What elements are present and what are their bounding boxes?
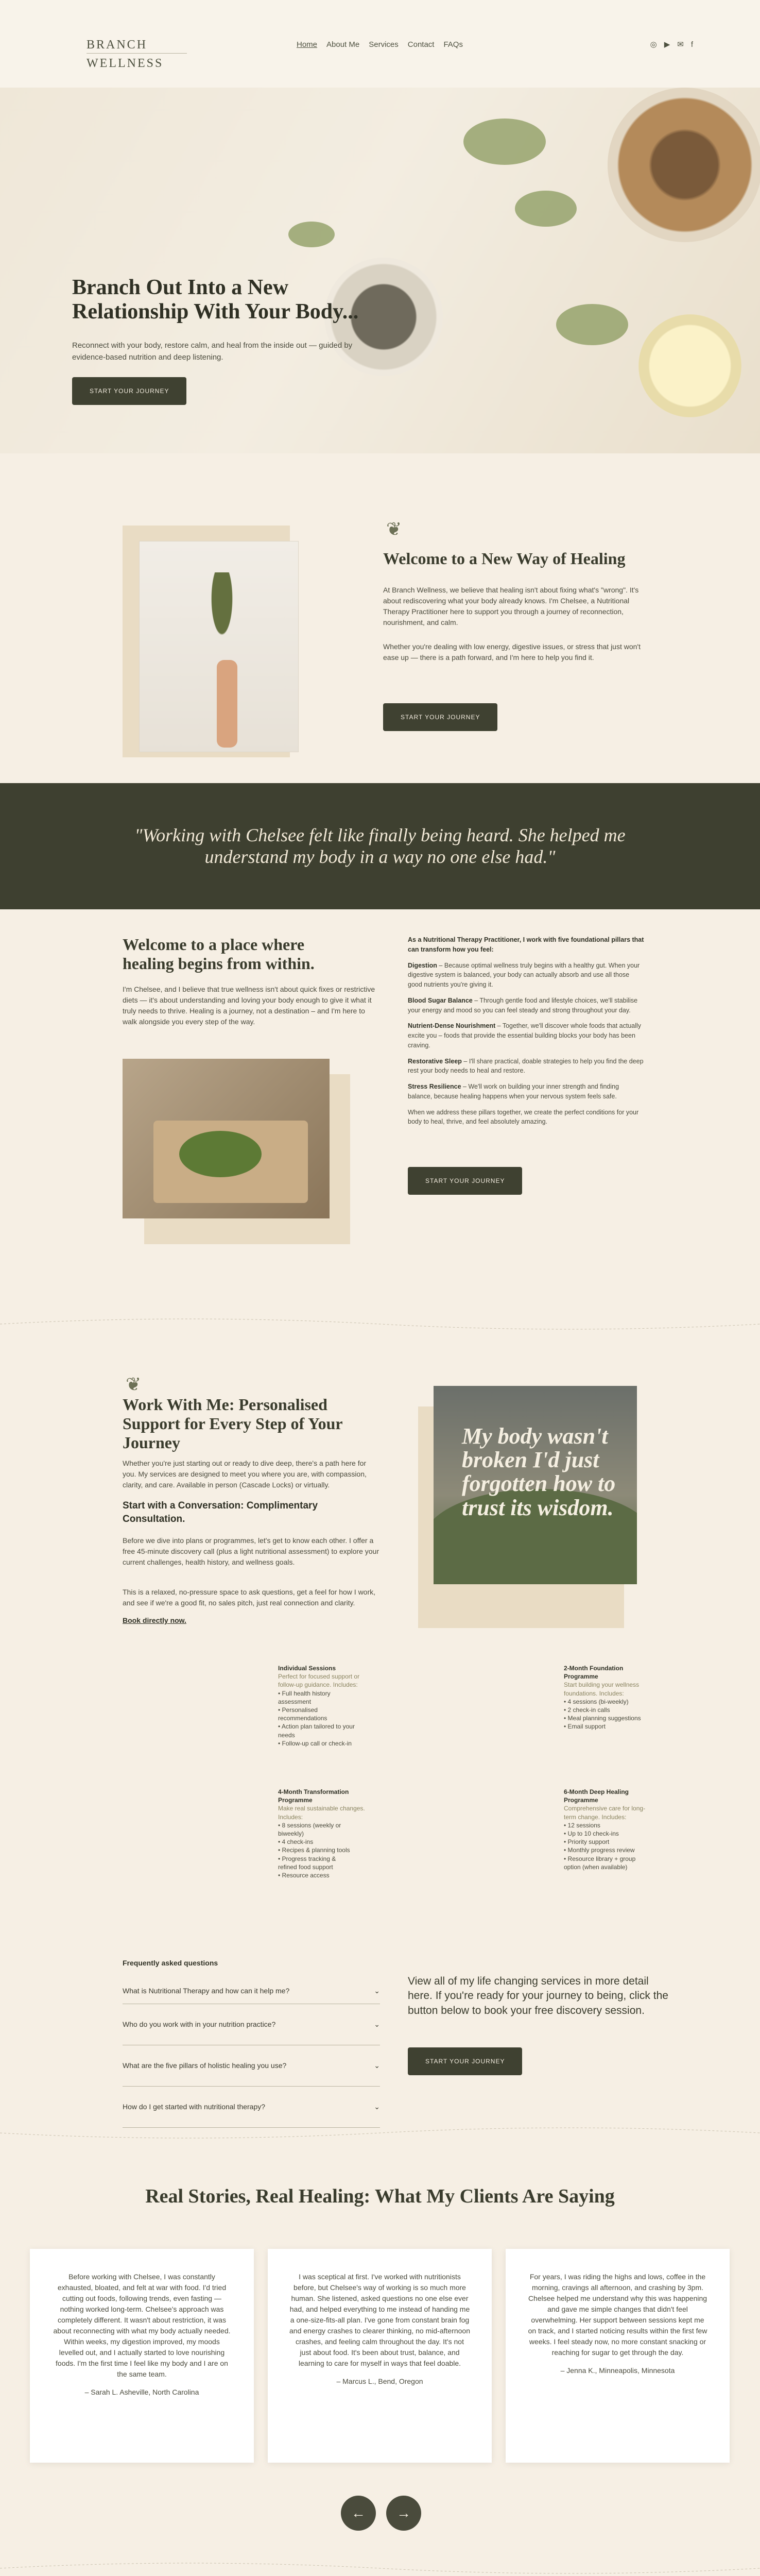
faq-cta-button[interactable]: START YOUR JOURNEY [408, 2047, 522, 2075]
header-social [650, 39, 693, 51]
arrow-right-icon[interactable]: → [386, 2496, 421, 2531]
package-4-month: 4-Month Transformation Programme Make real sustainable changes. Includes: • 8 sessions (weekly or biweekly) • 4 check-ins • Recipes & planning tools • Progress tracking & refined food support • Resource access [278, 1788, 365, 1879]
welcome-paragraph-1: At Branch Wellness, we believe that healing isn't about fixing what's "wrong". It's about rediscovering what your body already knows. I'm Chelsee, a Nutritional Therapy Practitioner here to support you through a journey of reconnection, nourishment, and calm. [383, 586, 639, 626]
email-icon[interactable]: ✉ [677, 40, 684, 49]
nav-faqs[interactable]: FAQs [443, 40, 463, 49]
consultation-paragraph-1: Before we dive into plans or programmes, let's get to know each other. I offer a free 45-minute discovery call (plus a light nutritional assessment) to explore your current challenges, health history, and wellness goals. [123, 1536, 379, 1566]
chevron-down-icon: ⌄ [374, 2103, 380, 2111]
wave-divider [0, 2123, 760, 2143]
nav-contact[interactable]: Contact [407, 40, 435, 49]
site-header [0, 0, 760, 88]
welcome-paragraph-2: Whether you're dealing with low energy, digestive issues, or stress that just won't ease up — there is a path forward, and I'm here to help you find it. [383, 642, 641, 662]
faq-list [123, 1978, 380, 2128]
chevron-down-icon: ⌄ [374, 2061, 380, 2070]
image-quote: My body wasn't broken I'd just forgotten how to trust its wisdom. [462, 1423, 616, 1520]
package-6-month: 6-Month Deep Healing Programme Comprehensive care for long-term change. Includes: • 12 sessions • Up to 10 check-ins • Priority support • Monthly progress review • Resource library + group option (when available) [564, 1788, 646, 1871]
nav-home[interactable]: Home [297, 40, 318, 49]
hero-section [0, 88, 760, 453]
hero-title: Branch Out Into a New Relationship With Your Body... [72, 276, 359, 324]
chopping-herbs-image [123, 1059, 330, 1218]
hero-cta-button[interactable]: START YOUR JOURNEY [72, 377, 186, 405]
faq-services-text: View all of my life changing services in more detail here. If you're ready for your journey to being, click the button below to book your free discovery session. [408, 1975, 668, 2016]
welcome-title: Welcome to a New Way of Healing [383, 549, 626, 568]
packages-row-2 [0, 1762, 760, 1953]
testimonial-card: Before working with Chelsee, I was constantly exhausted, bloated, and felt at war with food. I'd tried cutting out foods, following trends, even fasting — nothing worked long-term. Chelsee's approach was completely different. It wasn't about restriction, it was about reconnecting with what my body actually needed. Within weeks, my digestion improved, my moods levelled out, and I actually started to love nourishing foods. I'm the first time I feel like my body and I are on the same team. – Sarah L. Asheville, North Carolina [30, 2249, 254, 2463]
hero-subtitle: Reconnect with your body, restore calm, and heal from the inside out — guided by evidence-based nutrition and deep listening. [72, 341, 353, 362]
nav-about[interactable]: About Me [326, 40, 360, 49]
about-paragraph: I'm Chelsee, and I believe that true wellness isn't about quick fixes or restrictive diets — it's about understanding and loving your body enough to give it what it truly needs to thrive. Healing is a journey, not a destination – and I'm here to walk alongside you every step of the way. [123, 985, 375, 1026]
faq-item[interactable]: Who do you work with in your nutrition practice? ⌄ [123, 2004, 380, 2045]
about-title: Welcome to a place where healing begins from within. [123, 935, 315, 973]
testimonial-card: For years, I was riding the highs and lows, coffee in the morning, cravings all afternoon, and crashing by 3pm. Chelsee helped me understand why this was happening and gave me simple changes that didn't feel overwhelming. Her support between sessions kept me on track, and I started noticing results within the first few weeks. I feel steady now, no more constant snacking or reaching for sugar to get through the day. – Jenna K., Minneapolis, Minnesota [506, 2249, 730, 2463]
herb-bunch-image [139, 541, 299, 752]
logo-text: BRANCH WELLNESS [87, 38, 164, 70]
book-link[interactable]: Book directly now. [123, 1616, 186, 1624]
testimonial-quote-band [0, 783, 760, 909]
hero-bowl-image [608, 88, 760, 242]
package-individual: Individual Sessions Perfect for focused support or follow-up guidance. Includes: • Full health history assessment • Personalised recommendations • Action plan tailored to your needs • Follow-up call or check-in [278, 1665, 360, 1747]
welcome-cta-button[interactable]: START YOUR JOURNEY [383, 703, 497, 731]
quote-text: "Working with Chelsee felt like finally being heard. She helped me understand my body in a way no one else had." [134, 825, 626, 867]
services-section [0, 1334, 760, 1762]
sprig-icon: ❦ [126, 1374, 142, 1395]
chevron-down-icon: ⌄ [374, 1987, 380, 1995]
testimonial-author: – Marcus L., Bend, Oregon [336, 2377, 423, 2385]
faq-section [0, 1953, 760, 2123]
pillar-item: Restorative Sleep – I'll share practical, doable strategies to help you find the deep rest your body needs to heal and restore. [408, 1057, 644, 1075]
testimonial-card: I was sceptical at first. I've worked with nutritionists before, but Chelsee's way of working is so much more human. She listened, asked questions no one else ever had, and helped everything to me instead of handing me a one-size-fits-all plan. I've gone from constant brain fog and energy crashes to clearer thinking, no mid-afternoon crashes, and feeling calm throughout the day. It's not just about food. It's been about trust, balance, and learning to care for myself in ways that feel doable. – Marcus L., Bend, Oregon [268, 2249, 492, 2463]
faq-heading: Frequently asked questions [123, 1959, 218, 1967]
hero-lemon-image [638, 314, 741, 417]
pillar-item: Nutrient-Dense Nourishment – Together, we'll discover whole foods that actually excite you – foods that provide the essential building blocks your body has been craving. [408, 1022, 642, 1049]
instagram-icon[interactable]: ◎ [650, 40, 657, 49]
wave-divider [0, 1314, 760, 1334]
pillar-item: Digestion – Because optimal wellness truly begins with a healthy gut. When your digestive system is balanced, your body can actually absorb and use all those good nutrients you're giving it. [408, 961, 640, 988]
wave-divider [0, 2558, 760, 2576]
chevron-down-icon: ⌄ [374, 2020, 380, 2028]
facebook-icon[interactable]: f [690, 40, 693, 49]
testimonial-author: – Sarah L. Asheville, North Carolina [84, 2388, 199, 2396]
faq-item[interactable]: How do I get started with nutritional therapy? ⌄ [123, 2087, 380, 2128]
faq-item[interactable]: What are the five pillars of holistic healing you use? ⌄ [123, 2045, 380, 2087]
consultation-paragraph-2: This is a relaxed, no-pressure space to ask questions, get a feel for how I work, and see if we're a good fit, no sales pitch, just real connection and clarity. [123, 1588, 376, 1607]
arrow-left-icon[interactable]: ← [341, 2496, 376, 2531]
nav-services[interactable]: Services [369, 40, 399, 49]
main-nav [297, 39, 463, 51]
package-2-month: 2-Month Foundation Programme Start building your wellness foundations. Includes: • 4 sessions (bi-weekly) • 2 check-in calls • Meal planning suggestions • Email support [564, 1665, 641, 1731]
faq-item[interactable]: What is Nutritional Therapy and how can it help me? ⌄ [123, 1978, 380, 2004]
about-section [0, 909, 760, 1314]
testimonials-section [0, 2143, 760, 2558]
mountain-quote-image [434, 1386, 637, 1584]
pillar-item: Stress Resilience – We'll work on building your inner strength and finding balance, because healing happens when your nervous system feels safe. [408, 1083, 619, 1100]
welcome-section [0, 453, 760, 783]
services-title: Work With Me: Personalised Support for Every Step of Your Journey [123, 1395, 342, 1452]
consultation-heading: Start with a Conversation: Complimentary Consultation. [123, 1500, 318, 1524]
pillars-list [408, 935, 645, 1133]
pillar-item: Blood Sugar Balance – Through gentle food and lifestyle choices, we'll stabilise your energy and mood so you can feel steady and strong throughout your day. [408, 996, 638, 1014]
about-cta-button[interactable]: START YOUR JOURNEY [408, 1167, 522, 1195]
pillars-intro: As a Nutritional Therapy Practitioner, I work with five foundational pillars that can transform how you feel: [408, 936, 644, 953]
testimonial-author: – Jenna K., Minneapolis, Minnesota [560, 2366, 675, 2375]
testimonials-title: Real Stories, Real Healing: What My Clients Are Saying [145, 2185, 615, 2207]
sprig-icon: ❦ [386, 518, 402, 539]
youtube-icon[interactable]: ▶ [664, 40, 670, 49]
logo[interactable] [87, 28, 195, 70]
carousel-controls [341, 2496, 421, 2531]
pillars-closing: When we address these pillars together, we create the perfect conditions for your body to heal, thrive, and feel absolutely amazing. [408, 1108, 639, 1126]
services-intro: Whether you're just starting out or ready to dive deep, there's a path here for you. My services are designed to meet you where you are, with compassion, clarity, and care. Available in person (Cascade Locks) or virtually. [123, 1459, 367, 1489]
